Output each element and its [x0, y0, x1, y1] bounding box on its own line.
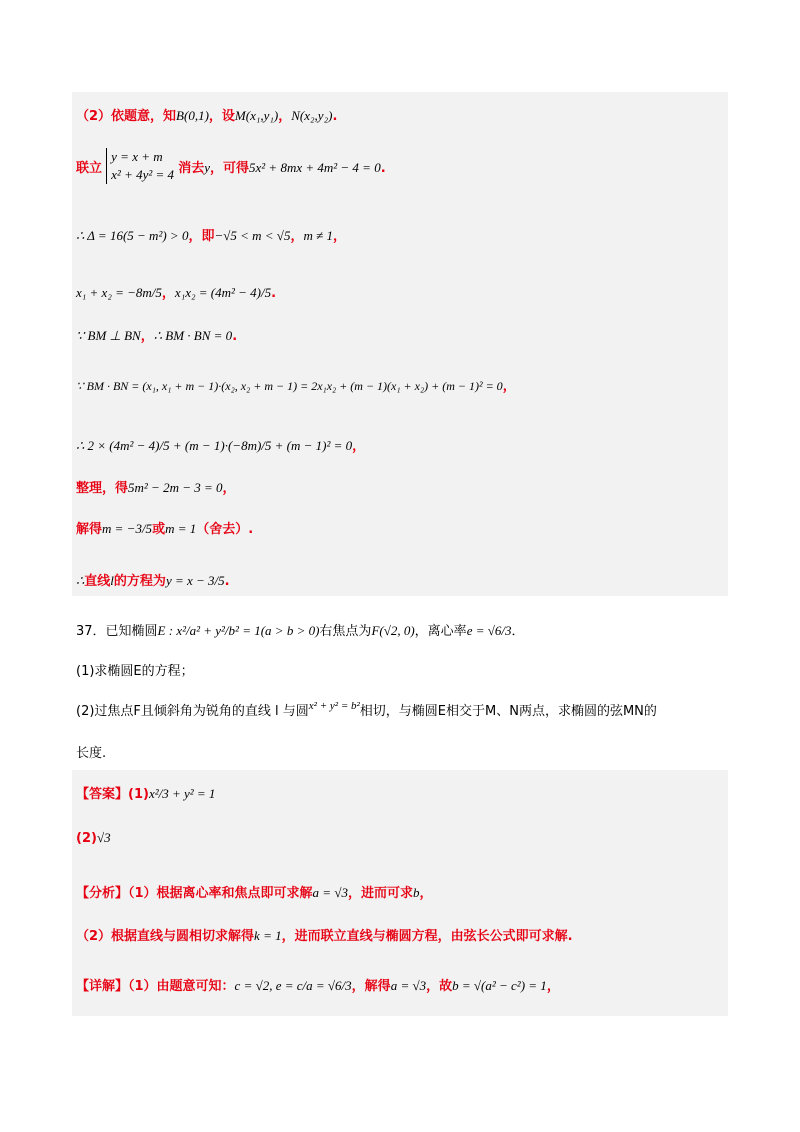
line-system: 联立 y = x + m x² + 4y² = 4 消去y，可得5x² + 8mx + 4m² − 4 = 0.	[76, 149, 386, 182]
line-setup: （2）依题意，知B(0,1)，设M(x₁,y₁)，N(x₂,y₂).	[76, 108, 338, 124]
detail-line: 【详解】（1）由题意可知：c = √2, e = c/a = √6/3，解得a = √3，故b = √(a² − c²) = 1，	[76, 978, 560, 994]
line-delta: ∴ Δ = 16(5 − m²) > 0，即−√5 < m < √5，m ≠ 1，	[76, 228, 347, 244]
line-perpendicular: ∵ BM ⊥ BN，∴ BM · BN = 0.	[76, 328, 238, 344]
line-substitution: ∴ 2 × (4m² − 4)/5 + (m − 1)·(−8m)/5 + (m − 1)² = 0，	[76, 438, 366, 454]
question-part-2: (2)过焦点F且倾斜角为锐角的直线 l 与圆$^{x^2 + y^2 = b^2}$相切，与椭圆E相交于M、N两点，求椭圆的弦MN的	[76, 700, 657, 719]
analysis-line-1: 【分析】（1）根据离心率和焦点即可求解a = √3，进而可求b，	[76, 885, 433, 901]
analysis-line-2: （2）根据直线与圆相切求解得k = 1，进而联立直线与椭圆方程，由弦长公式即可求解.	[76, 928, 573, 944]
line-roots: 解得m = −3/5或m = 1（舍去）.	[76, 521, 254, 537]
question-part-2-cont: 长度.	[76, 746, 107, 761]
line-conclusion: ∴直线l的方程为y = x − 3/5.	[76, 573, 230, 589]
line-simplify: 整理，得5m² − 2m − 3 = 0，	[76, 480, 236, 496]
line-dot-product: ∵ BM · BN = (x₁, x₁ + m − 1)·(x₂, x₂ + m − 1) = 2x₁x₂ + (m − 1)(x₁ + x₂) + (m − 1)² = 0，	[76, 379, 516, 394]
line-vieta: x₁ + x₂ = −8m/5，x₁x₂ = (4m² − 4)/5.	[76, 285, 277, 301]
question-part-1: (1)求椭圆E的方程；	[76, 664, 194, 679]
question-37-stem: 37．已知椭圆E : x²/a² + y²/b² = 1(a > b > 0)右焦点为F(√2, 0)，离心率e = √6/3．	[76, 623, 525, 639]
answer-line: 【答案】(1)x²/3 + y² = 1	[76, 786, 216, 802]
answer-part-2: (2)√3	[76, 830, 111, 846]
